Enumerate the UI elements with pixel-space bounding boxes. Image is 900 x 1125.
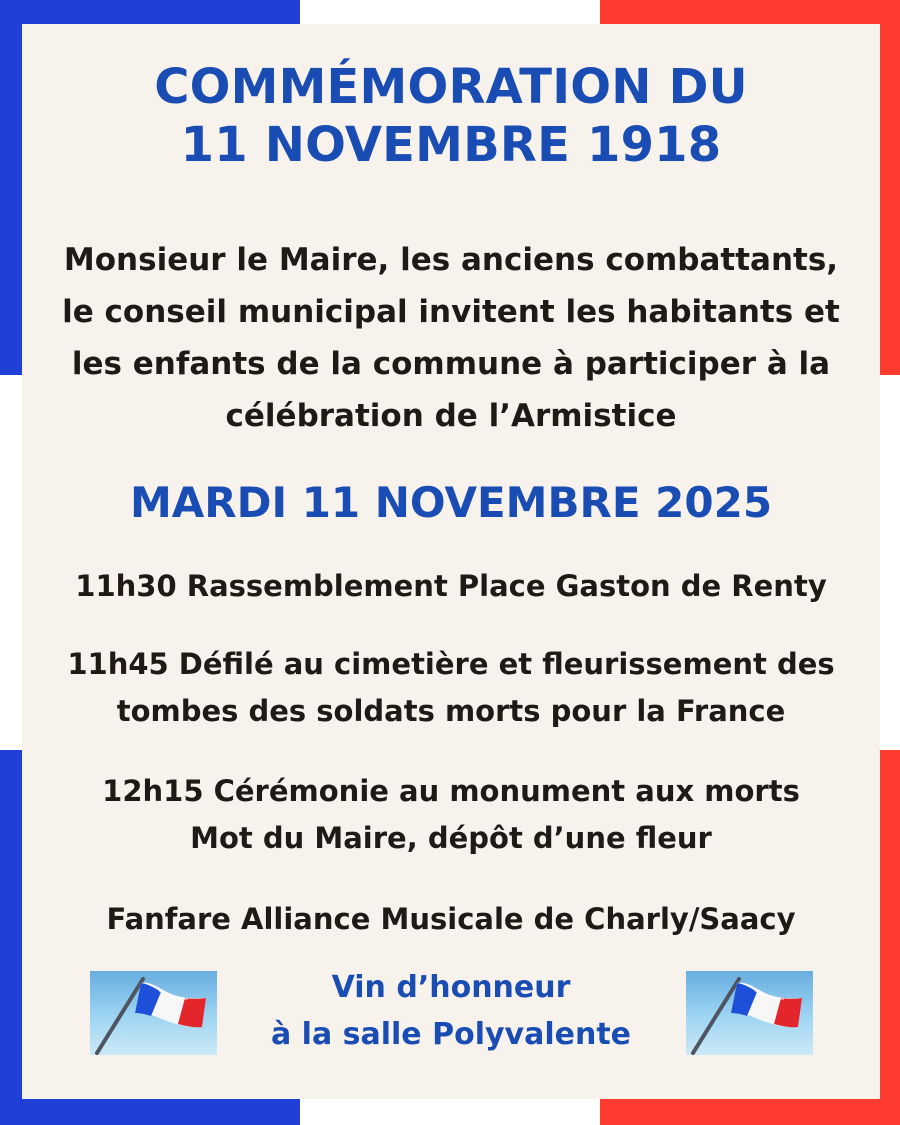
reception-line-1: Vin d’honneur: [331, 970, 571, 1005]
schedule-item-line: Fanfare Alliance Musicale de Charly/Saacy: [106, 902, 796, 936]
intro-line-3: les enfants de la commune à participer à la: [71, 346, 831, 382]
title-line-1: COMMÉMORATION DU: [154, 59, 748, 115]
event-date: MARDI 11 NOVEMBRE 2025: [129, 478, 773, 527]
intro-line-4: célébration de l’Armistice: [225, 398, 677, 434]
intro-line-1: Monsieur le Maire, les anciens combattants,: [63, 242, 839, 278]
schedule-item: [22, 768, 880, 862]
reception-line-2: à la salle Polyvalente: [270, 1017, 632, 1052]
title-line-2: 11 NOVEMBRE 1918: [180, 117, 722, 173]
schedule-item-line: 11h30 Rassemblement Place Gaston de Renty: [75, 569, 827, 603]
poster-title: [22, 58, 880, 174]
french-flag-icon: [90, 971, 217, 1055]
schedule-item-line: 12h15 Cérémonie au monument aux morts: [102, 774, 800, 808]
schedule-item-line: tombes des soldats morts pour la France: [116, 694, 786, 728]
schedule-item-line: Mot du Maire, dépôt d’une fleur: [190, 821, 712, 855]
schedule-item: [22, 641, 880, 735]
reception-text: [212, 964, 690, 1058]
schedule-item: [22, 896, 880, 943]
schedule-item-line: 11h45 Défilé au cimetière et fleurissement des: [67, 647, 835, 681]
invitation-text: [38, 234, 864, 442]
schedule-item: [22, 563, 880, 610]
intro-line-2: le conseil municipal invitent les habitants et: [62, 294, 840, 330]
french-flag-icon: [686, 971, 813, 1055]
event-poster: [22, 24, 880, 1099]
